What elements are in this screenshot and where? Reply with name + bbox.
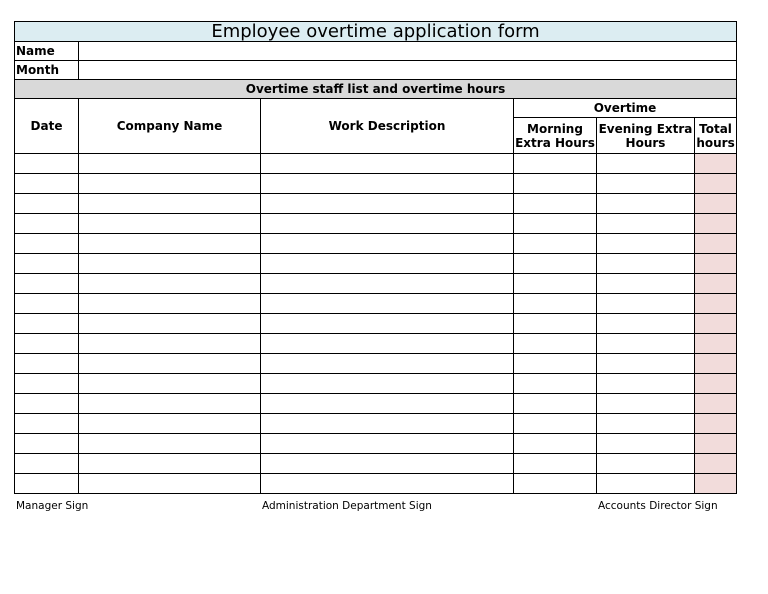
work-description-cell[interactable]: [261, 194, 514, 214]
company-name-column-header: Company Name: [79, 99, 261, 154]
total-hours-cell[interactable]: [695, 314, 737, 334]
work-description-cell[interactable]: [261, 154, 514, 174]
company-name-cell[interactable]: [79, 334, 261, 354]
company-name-cell[interactable]: [79, 294, 261, 314]
date-cell[interactable]: [15, 214, 79, 234]
total-hours-cell[interactable]: [695, 254, 737, 274]
company-name-cell[interactable]: [79, 474, 261, 494]
total-hours-cell[interactable]: [695, 394, 737, 414]
date-cell[interactable]: [15, 434, 79, 454]
company-name-cell[interactable]: [79, 234, 261, 254]
date-cell[interactable]: [15, 454, 79, 474]
morning-hours-cell[interactable]: [514, 394, 597, 414]
work-description-cell[interactable]: [261, 374, 514, 394]
date-cell[interactable]: [15, 474, 79, 494]
work-description-cell[interactable]: [261, 354, 514, 374]
date-column-header: Date: [15, 99, 79, 154]
name-field[interactable]: [79, 42, 737, 61]
evening-hours-cell[interactable]: [597, 294, 695, 314]
signature-line: [16, 500, 738, 514]
work-description-cell[interactable]: [261, 274, 514, 294]
company-name-cell[interactable]: [79, 454, 261, 474]
date-cell[interactable]: [15, 394, 79, 414]
work-description-cell[interactable]: [261, 414, 514, 434]
table-row: [15, 274, 737, 294]
total-hours-cell[interactable]: [695, 454, 737, 474]
evening-hours-cell[interactable]: [597, 474, 695, 494]
total-hours-cell[interactable]: [695, 174, 737, 194]
overtime-group-header: Overtime: [514, 99, 737, 118]
evening-hours-cell[interactable]: [597, 314, 695, 334]
evening-hours-cell[interactable]: [597, 374, 695, 394]
company-name-cell[interactable]: [79, 314, 261, 334]
work-description-cell[interactable]: [261, 214, 514, 234]
month-field[interactable]: [79, 61, 737, 80]
morning-hours-cell[interactable]: [514, 254, 597, 274]
company-name-cell[interactable]: [79, 394, 261, 414]
date-cell[interactable]: [15, 274, 79, 294]
date-cell[interactable]: [15, 174, 79, 194]
company-name-cell[interactable]: [79, 174, 261, 194]
morning-hours-cell[interactable]: [514, 154, 597, 174]
table-row: [15, 154, 737, 174]
date-cell[interactable]: [15, 194, 79, 214]
admin-department-sign-label: Administration Department Sign: [262, 500, 432, 512]
total-hours-cell[interactable]: [695, 414, 737, 434]
total-hours-header: Total hours: [695, 118, 737, 154]
company-name-cell[interactable]: [79, 374, 261, 394]
work-description-cell[interactable]: [261, 434, 514, 454]
work-description-cell[interactable]: [261, 234, 514, 254]
table-row: [15, 314, 737, 334]
total-hours-cell[interactable]: [695, 294, 737, 314]
total-hours-cell[interactable]: [695, 274, 737, 294]
evening-hours-cell[interactable]: [597, 254, 695, 274]
company-name-cell[interactable]: [79, 434, 261, 454]
evening-hours-cell[interactable]: [597, 394, 695, 414]
evening-hours-cell[interactable]: [597, 354, 695, 374]
morning-hours-cell[interactable]: [514, 434, 597, 454]
work-description-cell[interactable]: [261, 294, 514, 314]
morning-hours-cell[interactable]: [514, 374, 597, 394]
date-cell[interactable]: [15, 234, 79, 254]
table-row: [15, 434, 737, 454]
morning-hours-cell[interactable]: [514, 294, 597, 314]
work-description-cell[interactable]: [261, 254, 514, 274]
evening-hours-cell[interactable]: [597, 334, 695, 354]
evening-hours-cell[interactable]: [597, 274, 695, 294]
work-description-cell[interactable]: [261, 174, 514, 194]
morning-hours-cell[interactable]: [514, 214, 597, 234]
table-row: [15, 454, 737, 474]
evening-hours-cell[interactable]: [597, 434, 695, 454]
morning-hours-cell[interactable]: [514, 454, 597, 474]
total-hours-cell[interactable]: [695, 434, 737, 454]
evening-hours-cell[interactable]: [597, 214, 695, 234]
morning-hours-cell[interactable]: [514, 334, 597, 354]
total-hours-cell[interactable]: [695, 354, 737, 374]
total-hours-cell[interactable]: [695, 234, 737, 254]
evening-hours-cell[interactable]: [597, 194, 695, 214]
table-row: [15, 374, 737, 394]
company-name-cell[interactable]: [79, 354, 261, 374]
date-cell[interactable]: [15, 334, 79, 354]
date-cell[interactable]: [15, 314, 79, 334]
evening-extra-hours-header: Evening Extra Hours: [597, 118, 695, 154]
company-name-cell[interactable]: [79, 214, 261, 234]
manager-sign-label: Manager Sign: [16, 500, 89, 512]
work-description-column-header: Work Description: [261, 99, 514, 154]
date-cell[interactable]: [15, 154, 79, 174]
total-hours-cell[interactable]: [695, 214, 737, 234]
form-title: Employee overtime application form: [15, 22, 737, 42]
table-row: [15, 354, 737, 374]
month-label: Month: [15, 61, 79, 80]
morning-hours-cell[interactable]: [514, 274, 597, 294]
morning-hours-cell[interactable]: [514, 194, 597, 214]
evening-hours-cell[interactable]: [597, 414, 695, 434]
total-hours-cell[interactable]: [695, 194, 737, 214]
table-row: [15, 214, 737, 234]
morning-hours-cell[interactable]: [514, 474, 597, 494]
evening-hours-cell[interactable]: [597, 454, 695, 474]
total-hours-cell[interactable]: [695, 374, 737, 394]
table-row: [15, 294, 737, 314]
evening-hours-cell[interactable]: [597, 234, 695, 254]
morning-hours-cell[interactable]: [514, 234, 597, 254]
total-hours-cell[interactable]: [695, 154, 737, 174]
evening-hours-cell[interactable]: [597, 174, 695, 194]
accounts-director-sign-label: Accounts Director Sign: [598, 500, 718, 512]
total-hours-cell[interactable]: [695, 474, 737, 494]
table-row: [15, 414, 737, 434]
company-name-cell[interactable]: [79, 274, 261, 294]
table-row: [15, 234, 737, 254]
table-row: [15, 174, 737, 194]
table-row: [15, 334, 737, 354]
evening-hours-cell[interactable]: [597, 154, 695, 174]
work-description-cell[interactable]: [261, 474, 514, 494]
date-cell[interactable]: [15, 354, 79, 374]
company-name-cell[interactable]: [79, 254, 261, 274]
table-row: [15, 254, 737, 274]
table-row: [15, 194, 737, 214]
morning-hours-cell[interactable]: [514, 354, 597, 374]
overtime-form-table: [14, 21, 737, 494]
name-label: Name: [15, 42, 79, 61]
morning-hours-cell[interactable]: [514, 414, 597, 434]
company-name-cell[interactable]: [79, 154, 261, 174]
section-title: Overtime staff list and overtime hours: [15, 80, 737, 99]
company-name-cell[interactable]: [79, 194, 261, 214]
date-cell[interactable]: [15, 294, 79, 314]
company-name-cell[interactable]: [79, 414, 261, 434]
morning-extra-hours-header: Morning Extra Hours: [514, 118, 597, 154]
table-row: [15, 394, 737, 414]
work-description-cell[interactable]: [261, 394, 514, 414]
work-description-cell[interactable]: [261, 454, 514, 474]
date-cell[interactable]: [15, 414, 79, 434]
date-cell[interactable]: [15, 254, 79, 274]
morning-hours-cell[interactable]: [514, 174, 597, 194]
morning-hours-cell[interactable]: [514, 314, 597, 334]
table-row: [15, 474, 737, 494]
work-description-cell[interactable]: [261, 334, 514, 354]
work-description-cell[interactable]: [261, 314, 514, 334]
total-hours-cell[interactable]: [695, 334, 737, 354]
date-cell[interactable]: [15, 374, 79, 394]
